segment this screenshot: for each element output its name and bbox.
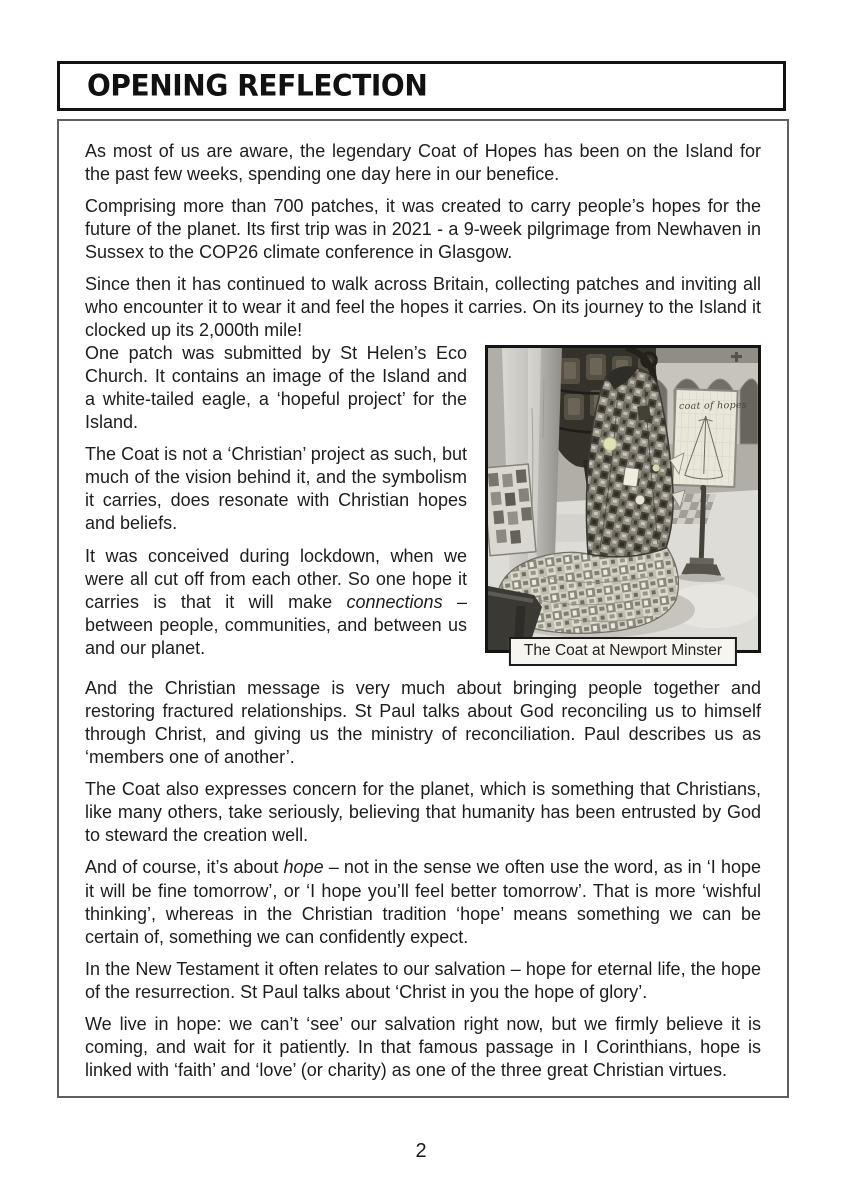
paragraph: And of course, it’s about hope – not in the sense we often use the word, as in ‘I hope it will be fine tomorrow’, or ‘I hope you’ll feel better tomorrow’. That is more ‘wishful thinking’, whereas in the Christian tradition ‘hope’ means something we can be certain of, something we can confidently expect. — [85, 857, 761, 947]
paragraph: We live in hope: we can’t ‘see’ our salvation right now, but we firmly believe it is coming, and wait for it patiently. In that famous passage in I Corinthians, hope is linked with ‘faith’ and ‘love’ (or charity) as one of the three great Christian virtues. — [85, 1013, 761, 1080]
notice-board — [485, 464, 536, 556]
coat-photo-figure — [485, 345, 761, 660]
paragraph: And the Christian message is very much about bringing people together and restoring fractured relationships. St Paul talks about God reconciling us to himself through Christ, and giving us the ministry of reconciliation. Paul describes us as ‘members one of another’. — [85, 678, 761, 768]
banner-text: coat of hopes — [678, 400, 748, 413]
article-content-box — [57, 119, 789, 1098]
paragraph: The Coat also expresses concern for the planet, which is something that Christians, like many others, take seriously, believing that humanity has been entrusted by God to steward the creation well. — [85, 779, 761, 846]
coat-photo — [485, 345, 761, 653]
newsletter-page — [57, 61, 789, 1098]
paragraph: Comprising more than 700 patches, it was created to carry people’s hopes for the future of the planet. Its first trip was in 2021 - a 9-week pilgrimage from Newhaven in Sussex to the COP26 climate conference in Glasgow. — [85, 196, 761, 263]
photo-caption: The Coat at Newport Minster — [509, 637, 737, 666]
paragraph: As most of us are aware, the legendary Coat of Hopes has been on the Island for the past few weeks, spending one day here in our benefice. — [85, 141, 761, 185]
paragraph: It was conceived during lockdown, when we were all cut off from each other. So one hope it carries is that it will make connections – between people, communities, and between us and our planet. — [85, 545, 467, 658]
section-header-box — [57, 61, 786, 111]
page-title: OPENING REFLECTION — [87, 68, 428, 103]
paragraph: The Coat is not a ‘Christian’ project as such, but much of the vision behind it, and the symbolism it carries, does resonate with Christian hopes and beliefs. — [85, 444, 467, 534]
paragraph: Since then it has continued to walk across Britain, collecting patches and inviting all who encounter it to wear it and feel the hopes it carries. On its journey to the Island it clocked up its 2,000th mile! — [85, 274, 761, 341]
paragraph: One patch was submitted by St Helen’s Eco Church. It contains an image of the Island and a white-tailed eagle, a ‘hopeful project’ for the Island. — [85, 343, 467, 433]
paragraph: In the New Testament it often relates to our salvation – hope for eternal life, the hope of the resurrection. St Paul talks about ‘Christ in you the hope of glory’. — [85, 958, 761, 1002]
body-paragraphs — [85, 342, 761, 1082]
page-number: 2 — [415, 1140, 427, 1162]
intro-paragraphs — [85, 140, 761, 342]
